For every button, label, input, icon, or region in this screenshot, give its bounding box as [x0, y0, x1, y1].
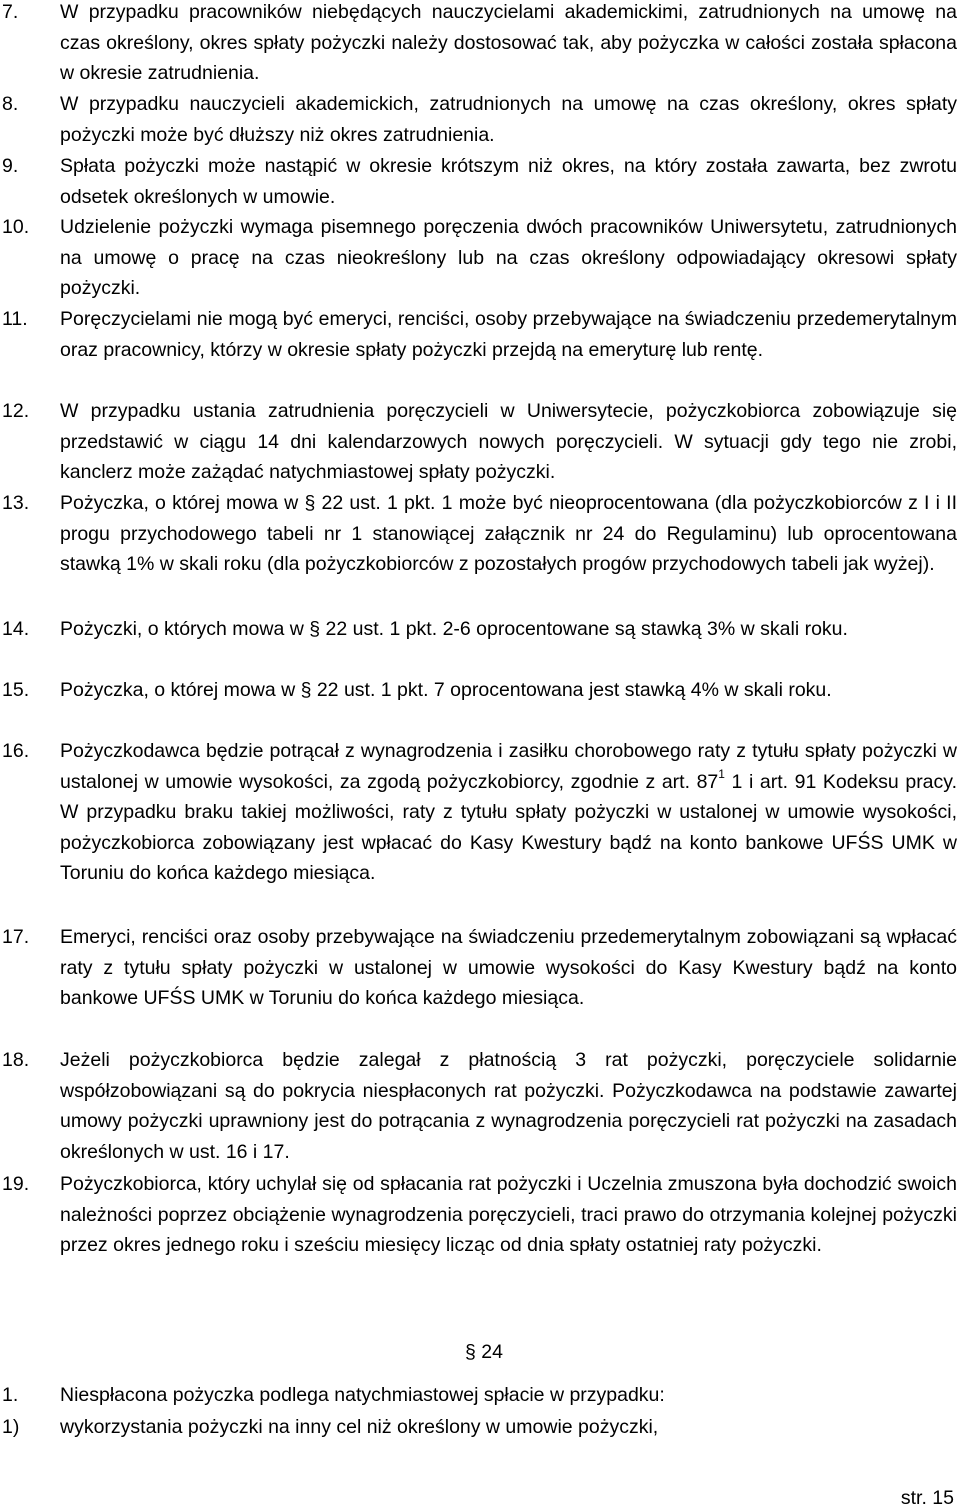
paragraph-number: 11. [2, 308, 28, 330]
paragraph-text: Poręczycielami nie mogą być emeryci, renciści, osoby przebywające na świadczeniu przedemerytalnym oraz pracownicy, którzy w okresie spłaty pożyczki przejdą na emeryturę lub rentę. [60, 308, 957, 361]
subitem-text: wykorzystania pożyczki na inny cel niż określony w umowie pożyczki, [60, 1416, 659, 1438]
paragraph-text: W przypadku nauczycieli akademickich, zatrudnionych na umowę na czas określony, okres spłaty pożyczki może być dłuższy niż okres zatrudnienia. [60, 93, 957, 146]
paragraph-text: Pożyczkobiorca, który uchylał się od spłacania rat pożyczki i Uczelnia zmuszona była dochodzić swoich należności poprzez obciążenie wynagrodzenia poręczycieli, traci prawo do otrzymania kolejnej pożyczki przez okres jednego roku i sześciu miesięcy licząc od dnia spłaty ostatniej raty pożyczki. [60, 1173, 957, 1257]
paragraph-text: Jeżeli pożyczkobiorca będzie zalegał z płatnością 3 rat pożyczki, poręczyciele solidarnie współzobowiązani są do pokrycia niespłaconych rat pożyczki. Pożyczkodawca na podstawie zawartej umowy pożyczki uprawniony jest do potrącania z wynagrodzenia poręczycieli rat pożyczki na zasadach określonych w ust. 16 i 17. [60, 1049, 957, 1163]
paragraph-text: Pożyczki, o których mowa w § 22 ust. 1 pkt. 2-6 oprocentowane są stawką 3% w skali roku. [60, 618, 848, 640]
paragraph-text [60, 736, 957, 889]
paragraph-18 [2, 1045, 957, 1167]
paragraph-number: 8. [2, 93, 19, 115]
paragraph-number: 14. [2, 618, 30, 640]
paragraph-number: 15. [2, 679, 30, 701]
subitem-number: 1) [2, 1416, 20, 1438]
paragraph-text: Spłata pożyczki może nastąpić w okresie krótszym niż okres, na który została zawarta, bez zwrotu odsetek określonych w umowie. [60, 155, 957, 208]
paragraph-8 [2, 89, 957, 150]
superscript: 1 [718, 767, 725, 782]
paragraph-number: 10. [2, 216, 30, 238]
paragraph-15 [2, 675, 957, 706]
paragraph-text: Niespłacona pożyczka podlega natychmiastowej spłacie w przypadku: [60, 1384, 665, 1406]
paragraph-number: 16. [2, 740, 30, 762]
paragraph-text: Udzielenie pożyczki wymaga pisemnego poręczenia dwóch pracowników Uniwersytetu, zatrudnionych na umowę o pracę na czas nieokreślony lub na czas określony odpowiadający okresowi spłaty pożyczki. [60, 216, 957, 300]
paragraph-17 [2, 922, 957, 1014]
paragraph-number: 7. [2, 1, 19, 23]
paragraph-text-part: Pożyczkodawca będzie potrącał z wynagrodzenia i zasiłku chorobowego raty z tytułu spłaty pożyczki w ustalonej w umowie wysokości, za zgodą pożyczkobiorcy, zgodnie z art. 87 [60, 740, 957, 793]
paragraph-text: W przypadku ustania zatrudnienia poręczycieli w Uniwersytecie, pożyczkobiorca zobowiązuje się przedstawić w ciągu 14 dni kalendarzowych nowych poręczycieli. W sytuacji gdy tego nie zrobi, kanclerz może zażądać natychmiastowej spłaty pożyczki. [60, 400, 957, 484]
paragraph-number: 12. [2, 400, 30, 422]
paragraph-12 [2, 396, 957, 488]
paragraph-number: 17. [2, 926, 30, 948]
page-number: str. 15 [900, 1487, 954, 1509]
section-subitem-1 [2, 1412, 957, 1442]
paragraph-10 [2, 212, 957, 304]
paragraph-number: 9. [2, 155, 19, 177]
paragraph-text: Pożyczka, o której mowa w § 22 ust. 1 pkt. 7 oprocentowana jest stawką 4% w skali roku. [60, 679, 832, 701]
paragraph-text: W przypadku pracowników niebędących nauczycielami akademickimi, zatrudnionych na umowę na czas określony, okres spłaty pożyczki należy dostosować tak, aby pożyczka w całości została spłacona w okresie zatrudnienia. [60, 1, 957, 85]
paragraph-14 [2, 614, 957, 645]
paragraph-number: 19. [2, 1173, 30, 1195]
paragraph-13 [2, 488, 957, 580]
section-item-1 [2, 1380, 957, 1411]
paragraph-9 [2, 151, 957, 212]
paragraph-11 [2, 304, 957, 365]
paragraph-number: 18. [2, 1049, 30, 1071]
section-heading: § 24 [465, 1341, 503, 1363]
paragraph-16 [2, 736, 957, 889]
paragraph-number: 1. [2, 1384, 19, 1406]
paragraph-19 [2, 1169, 957, 1261]
paragraph-number: 13. [2, 492, 30, 514]
paragraph-text: Pożyczka, o której mowa w § 22 ust. 1 pkt. 1 może być nieoprocentowana (dla pożyczkobiorców z I i II progu przychodowego tabeli nr 1 stanowiącej załącznik nr 24 do Regulaminu) lub oprocentowana stawką 1% w skali roku (dla pożyczkobiorców z pozostałych progów przychodowych tabeli jak wyżej). [60, 492, 957, 576]
paragraph-7 [2, 0, 957, 89]
paragraph-text: Emeryci, renciści oraz osoby przebywające na świadczeniu przedemerytalnym zobowiązani są wpłacać raty z tytułu spłaty pożyczki w ustalonej w umowie wysokości do Kasy Kwestury bądź na konto bankowe UFŚS UMK w Toruniu do końca każdego miesiąca. [60, 926, 957, 1010]
paragraph-text-part: 1 i art. 91 Kodeksu pracy. W przypadku braku takiej możliwości, raty z tytułu spłaty pożyczki w ustalonej w umowie wysokości, pożyczkobiorca zobowiązany jest wpłacać do Kasy Kwestury bądź na konto bankowe UFŚS UMK w Toruniu do końca każdego miesiąca. [60, 770, 957, 885]
